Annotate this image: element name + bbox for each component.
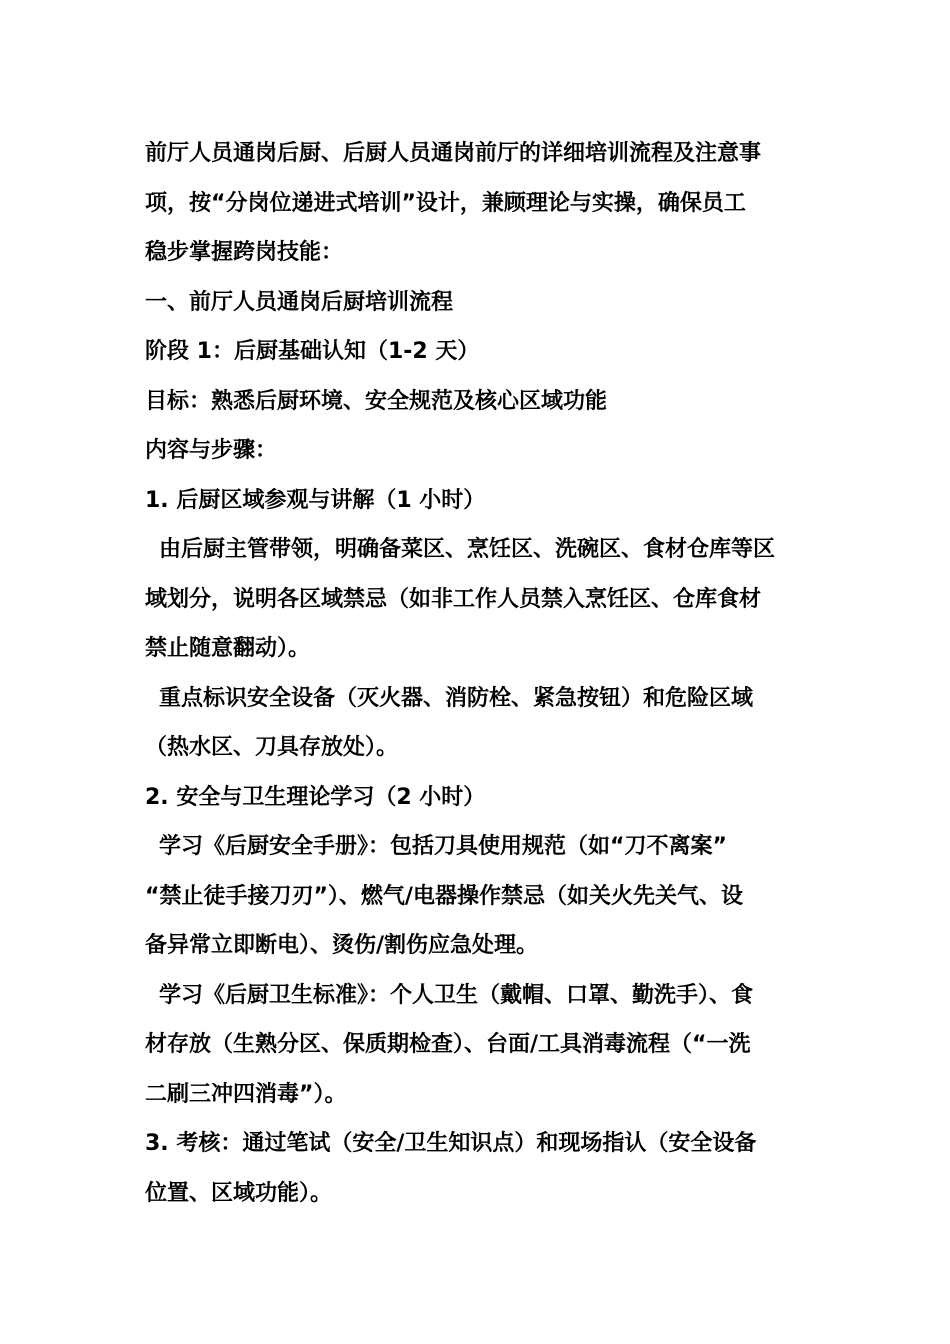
goal-line: 目标：熟悉后厨环境、安全规范及核心区域功能 — [145, 388, 608, 414]
step-3-line-2: 位置、区域功能）。 — [145, 1180, 333, 1206]
stage-heading: 阶段 1：后厨基础认知（1-2 天） — [145, 339, 480, 364]
document-body — [145, 129, 810, 1218]
step-1-paragraph-2-line-2: （热水区、刀具存放处）。 — [145, 735, 399, 760]
step-2-paragraph-1-line-2: “禁止徒手接刀刃”）、燃气/电器操作禁忌（如关火先关气、设 — [145, 883, 743, 909]
step-2-paragraph-2-line-3: 二刷三冲四消毒”）。 — [145, 1081, 347, 1107]
section-heading: 一、前厅人员通岗后厨培训流程 — [145, 289, 454, 315]
step-2-paragraph-1-line-3: 备异常立即断电）、烫伤/割伤应急处理。 — [145, 933, 539, 958]
step-2-paragraph-2-line-1: 学习《后厨卫生标准》：个人卫生（戴帽、口罩、勤洗手）、食 — [159, 982, 754, 1008]
step-1-paragraph-2-line-1: 重点标识安全设备（灭火器、消防栓、紧急按钮）和危险区域 — [159, 685, 754, 711]
intro-line-3: 稳步掌握跨岗技能： — [145, 240, 344, 265]
step-1-paragraph-1-line-1: 由后厨主管带领，明确备菜区、烹饪区、洗碗区、食材仓库等区 — [159, 537, 776, 562]
step-2-paragraph-1-line-1: 学习《后厨安全手册》：包括刀具使用规范（如“刀不离案” — [159, 834, 727, 859]
intro-line-2: 项，按“分岗位递进式培训”设计，兼顾理论与实操，确保员工 — [145, 190, 746, 216]
intro-line-1: 前厅人员通岗后厨、后厨人员通岗前厅的详细培训流程及注意事 — [145, 141, 762, 166]
content-steps-heading: 内容与步骤： — [145, 438, 278, 463]
step-3-line-1: 3. 考核：通过笔试（安全/卫生知识点）和现场指认（安全设备 — [145, 1131, 757, 1156]
step-1-heading: 1. 后厨区域参观与讲解（1 小时） — [145, 487, 486, 513]
step-1-paragraph-1-line-3: 禁止随意翻动）。 — [145, 636, 311, 661]
step-1-paragraph-1-line-2: 域划分，说明各区域禁忌（如非工作人员禁入烹饪区、仓库食材 — [145, 586, 762, 612]
step-2-paragraph-2-line-2: 材存放（生熟分区、保质期检查）、台面/工具消毒流程（“一洗 — [145, 1032, 751, 1057]
step-2-heading: 2. 安全与卫生理论学习（2 小时） — [145, 784, 486, 810]
